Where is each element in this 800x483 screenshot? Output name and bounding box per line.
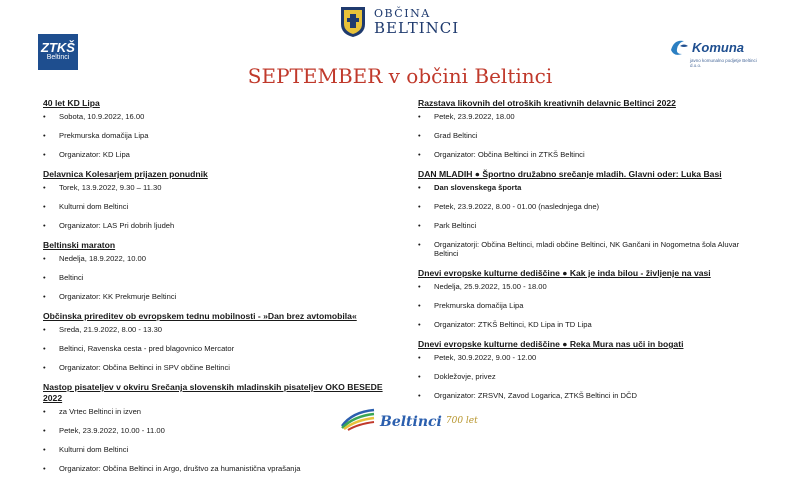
event-title: DAN MLADIH ● Športno družabno srečanje mladih. Glavni oder: Luka Basi	[418, 169, 722, 179]
event-detail-item: • Organizator: KK Prekmurje Beltinci	[43, 292, 388, 301]
right-events-column	[418, 98, 758, 410]
event-details-list	[418, 183, 758, 258]
event-details-list	[418, 353, 758, 400]
event-block	[43, 382, 388, 473]
event-detail-item: • Organizator: Občina Beltinci in Argo, društvo za humanistična vprašanja	[43, 464, 388, 473]
event-detail-item: • Petek, 23.9.2022, 18.00	[418, 112, 758, 121]
event-title: Nastop pisateljev v okviru Srečanja slovenskih mladinskih pisateljev OKO BESEDE 2022	[43, 382, 383, 403]
event-detail-item: • Grad Beltinci	[418, 131, 758, 140]
event-title: Občinska prireditev ob evropskem tednu mobilnosti - »Dan brez avtomobila«	[43, 311, 357, 321]
footer-logo-name: Beltinci	[380, 414, 442, 430]
event-block	[43, 169, 388, 230]
event-detail-item: • Prekmurska domačija Lipa	[418, 301, 758, 310]
event-title: 40 let KD Lipa	[43, 98, 100, 108]
beltinci-700-logo	[340, 408, 478, 430]
footer-logo-years: 700 let	[445, 416, 478, 426]
event-details-list	[418, 282, 758, 329]
event-detail-item: • Organizator: Občina Beltinci in SPV občine Beltinci	[43, 363, 388, 372]
event-block	[43, 311, 388, 372]
event-details-list	[43, 183, 388, 230]
event-details-list	[418, 112, 758, 159]
event-details-list	[43, 112, 388, 159]
ztks-logo-sub: Beltinci	[46, 54, 70, 62]
event-block	[418, 98, 758, 159]
event-block	[418, 268, 758, 329]
event-block	[43, 240, 388, 301]
waves-flag-icon	[340, 408, 376, 430]
event-details-list	[43, 325, 388, 372]
event-detail-item: • Petek, 30.9.2022, 9.00 - 12.00	[418, 353, 758, 362]
event-detail-item: • Nedelja, 18.9.2022, 10.00	[43, 254, 388, 263]
event-detail-item: • Petek, 23.9.2022, 10.00 - 11.00	[43, 426, 388, 435]
event-detail-item: • Kulturni dom Beltinci	[43, 202, 388, 211]
event-title: Dnevi evropske kulturne dediščine ● Reka Mura nas uči in bogati	[418, 339, 684, 349]
event-block	[418, 339, 758, 400]
page-title: SEPTEMBER v občini Beltinci	[247, 64, 553, 88]
event-detail-item: • Organizator: ZRSVN, Zavod Logarica, ZTKŠ Beltinci in DČD	[418, 391, 758, 400]
event-detail-item: • Organizator: KD Lipa	[43, 150, 388, 159]
event-detail-item: • Petek, 23.9.2022, 8.00 - 01.00 (naslednjega dne)	[418, 202, 758, 211]
obcina-beltinci-logo	[340, 6, 459, 38]
event-title: Dnevi evropske kulturne dediščine ● Kak je inda bilou - življenje na vasi	[418, 268, 711, 278]
event-title: Beltinski maraton	[43, 240, 116, 250]
header-line-2: BELTINCI	[374, 18, 460, 37]
event-detail-item: • Beltinci	[43, 273, 388, 282]
event-detail-item: • Kulturni dom Beltinci	[43, 445, 388, 454]
event-detail-item: • Organizatorji: Občina Beltinci, mladi občine Beltinci, NK Gančani in Nogometna šola Aluvar Beltinci	[418, 240, 758, 258]
event-detail-item: • Sobota, 10.9.2022, 16.00	[43, 112, 388, 121]
event-detail-item: • Sreda, 21.9.2022, 8.00 - 13.30	[43, 325, 388, 334]
event-detail-item: • Prekmurska domačija Lipa	[43, 131, 388, 140]
event-detail-item: • Dokležovje, privez	[418, 372, 758, 381]
event-detail-item: • Organizator: LAS Pri dobrih ljudeh	[43, 221, 388, 230]
event-title: Razstava likovnih del otroških kreativnih delavnic Beltinci 2022	[418, 98, 676, 108]
event-block	[418, 169, 758, 258]
event-detail-item: • Beltinci, Ravenska cesta - pred blagovnico Mercator	[43, 344, 388, 353]
event-detail-item: • Torek, 13.9.2022, 9.30 – 11.30	[43, 183, 388, 192]
ztks-logo-main: ZTKŠ	[41, 40, 75, 56]
event-detail-item: • Organizator: ZTKŠ Beltinci, KD Lipa in TD Lipa	[418, 320, 758, 329]
event-detail-item: • Nedelja, 25.9.2022, 15.00 - 18.00	[418, 282, 758, 291]
left-events-column	[43, 98, 388, 483]
event-details-list	[43, 254, 388, 301]
event-detail-item: • Organizator: Občina Beltinci in ZTKŠ Beltinci	[418, 150, 758, 159]
komuna-swirl-icon	[668, 36, 690, 58]
coat-of-arms-icon	[340, 6, 366, 38]
event-detail-item: • Park Beltinci	[418, 221, 758, 230]
komuna-tagline: javno komunalno podjetje Beltinci d.o.o.	[690, 58, 757, 68]
event-detail-item: • Dan slovenskega športa	[418, 183, 758, 192]
event-title: Delavnica Kolesarjem prijazen ponudnik	[43, 169, 208, 179]
event-detail-item: • za Vrtec Beltinci in izven	[43, 407, 388, 416]
header-line-1: OBČINA	[374, 6, 431, 20]
event-details-list	[43, 407, 388, 473]
event-block	[43, 98, 388, 159]
komuna-name: Komuna	[692, 39, 744, 55]
